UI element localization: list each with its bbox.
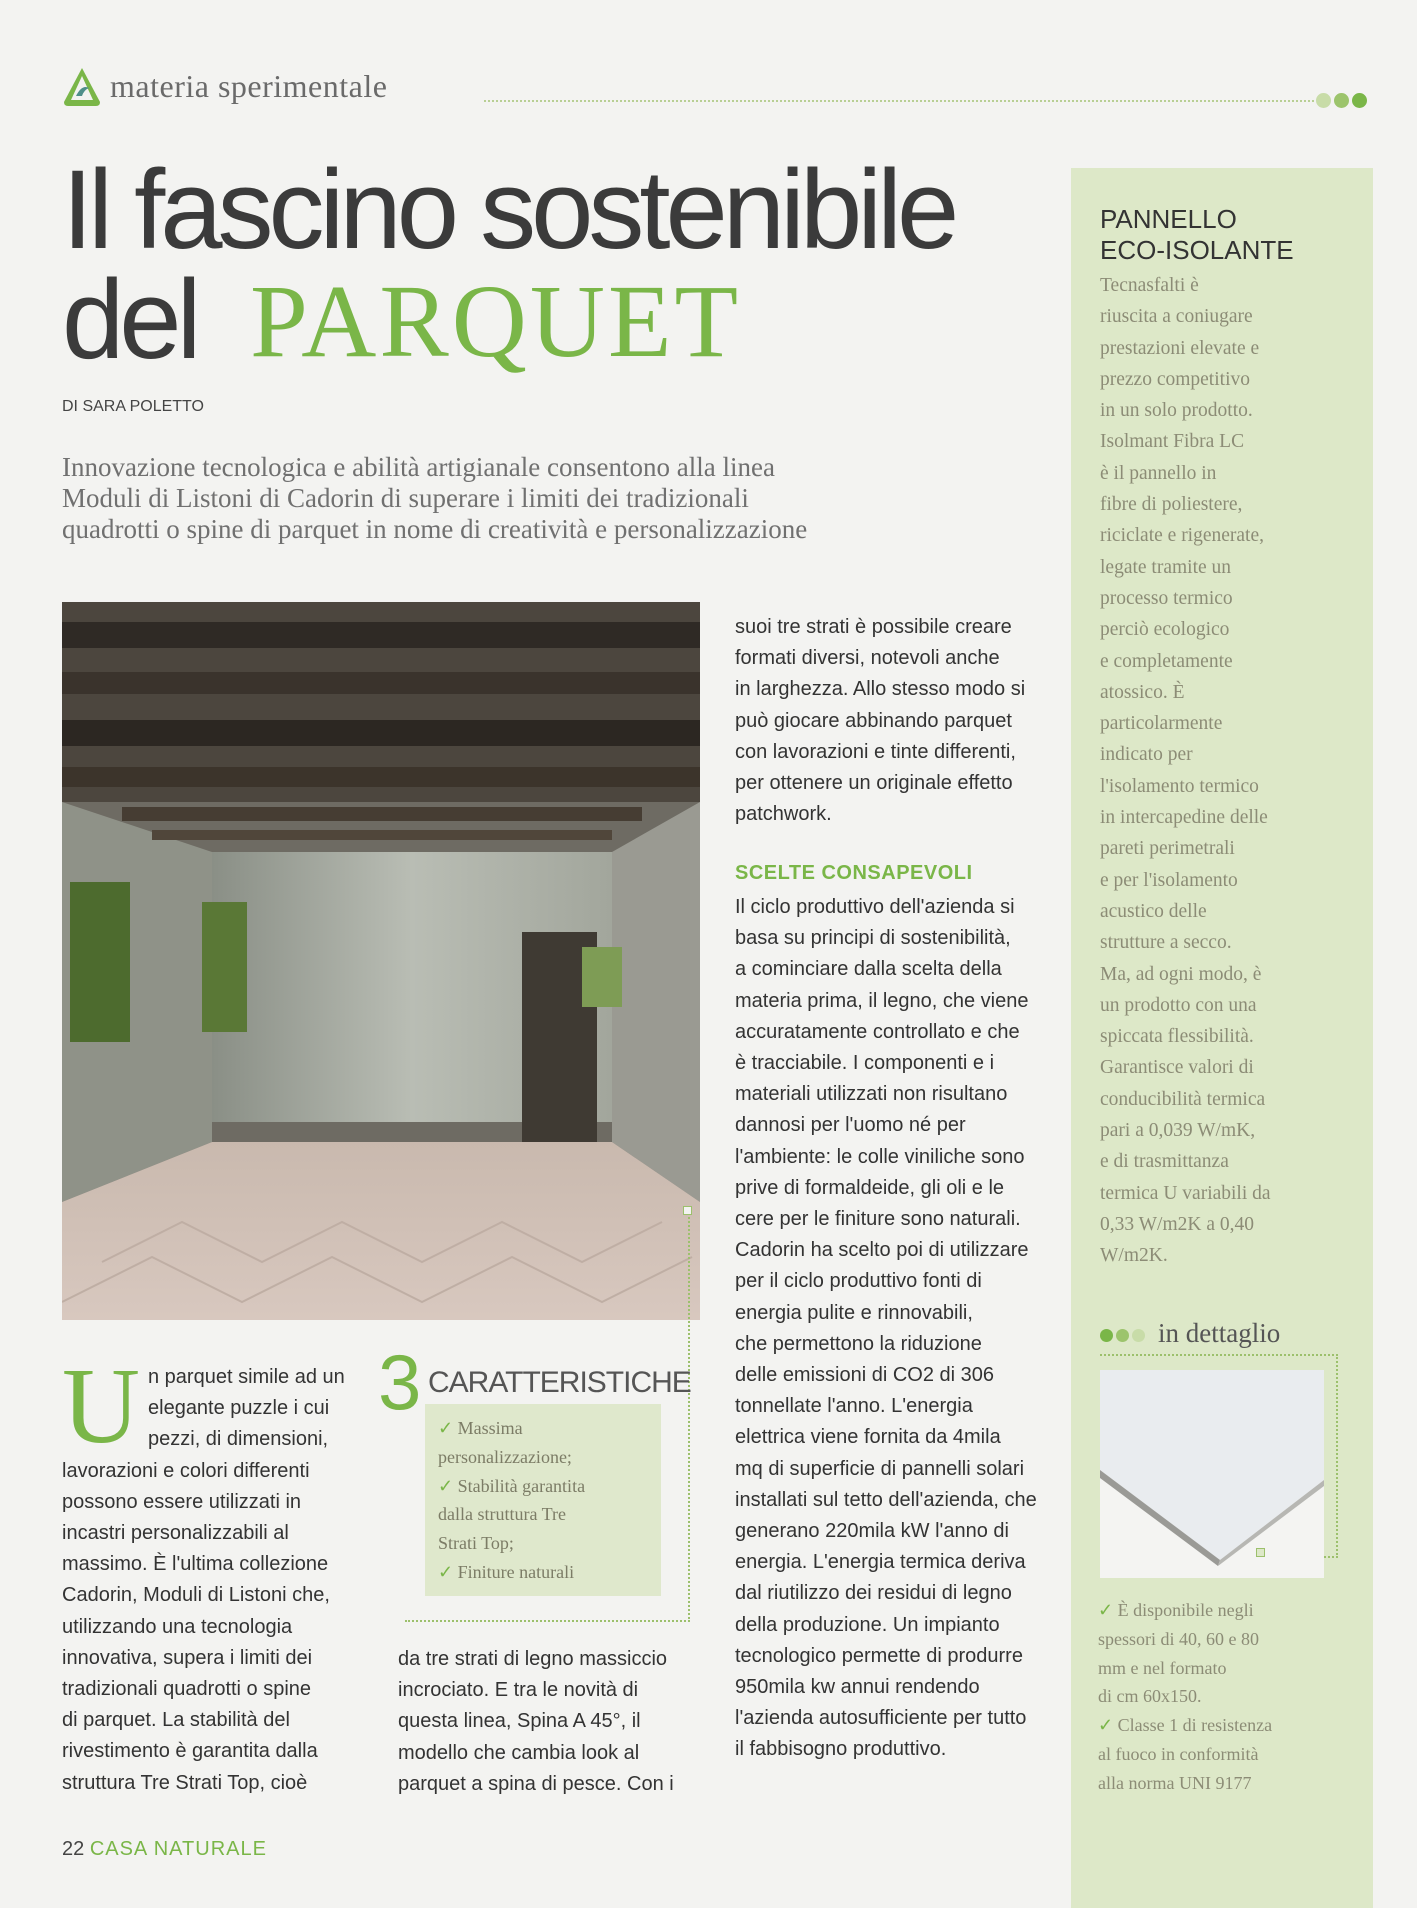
- section-logo-icon: [62, 66, 102, 108]
- article-line: questa linea, Spina A 45°, il: [398, 1710, 641, 1733]
- article-line: l'ambiente: le colle viniliche sono: [735, 1145, 1025, 1168]
- feature-item-line: ✓ Massima: [438, 1418, 523, 1438]
- article-line: energia pulite e rinnovabili,: [735, 1301, 973, 1324]
- article-line: massimo. È l'ultima collezione: [62, 1553, 329, 1576]
- article-line: innovativa, supera i limiti dei: [62, 1646, 313, 1669]
- detail-dots: [1100, 1329, 1148, 1347]
- check-icon: ✓: [438, 1418, 454, 1438]
- sidebar-text: Tecnasfalti è riuscita a coniugare prestazioni elevate e prezzo competitivo in un solo prodotto. Isolmant Fibra LC è il pannello in fibre di poliestere, riciclate e rigenerate, legate tramite un processo termico perciò ecologico e completamente atossico. È particolarmente indicato per l'isolamento termico in intercapedine delle pareti perimetrali e per l'isolamento acustico delle strutture a secco. Ma, ad ogni modo, è un prodotto con una spiccata flessibilità. Garantisce valori di conducibilità termica pari a 0,039 W/mK, e di trasmittanza termica U variabili da 0,33 W/m2K a 0,40 W/m2K.: [1100, 275, 1271, 1267]
- article-line: prive di formaldeide, gli oli e le: [735, 1176, 1005, 1199]
- article-line: n parquet simile ad un: [148, 1366, 345, 1388]
- header-dot: [1334, 93, 1349, 108]
- page-footer: [62, 1838, 267, 1861]
- standfirst: [62, 452, 1052, 545]
- feature-item-line: dalla struttura Tre: [438, 1504, 566, 1525]
- article-line: possono essere utilizzati in: [62, 1490, 302, 1513]
- article-line: patchwork.: [735, 803, 832, 826]
- article-line: in larghezza. Allo stesso modo si: [735, 678, 1026, 701]
- article-column-3: [735, 612, 1045, 830]
- check-icon: ✓: [438, 1561, 454, 1582]
- article-line: energia. L'energia termica deriva: [735, 1551, 1026, 1574]
- article-line: può giocare abbinando parquet: [735, 709, 1012, 732]
- standfirst-line: Moduli di Listoni di Cadorin di superare i limiti dei tradizionali: [62, 483, 749, 513]
- article-line: pezzi, di dimensioni,: [148, 1428, 329, 1451]
- article-line: incrociato. E tra le novità di: [398, 1679, 639, 1702]
- header-dots: [1316, 93, 1370, 113]
- check-icon: ✓: [1098, 1715, 1114, 1736]
- article-line: per ottenere un originale effetto: [735, 772, 1013, 795]
- article-line: tradizionali quadrotti o spine: [62, 1678, 312, 1701]
- article-line: struttura Tre Strati Top, cioè: [62, 1771, 308, 1794]
- byline: DI SARA POLETTO: [62, 398, 204, 415]
- article-line: accuratamente controllato e che: [735, 1020, 1020, 1043]
- article-column-2: [398, 1644, 688, 1800]
- article-line: tecnologico permette di produrre: [735, 1644, 1023, 1667]
- article-line: di parquet. La stabilità del: [62, 1709, 290, 1732]
- article-column-1: [62, 1362, 362, 1799]
- article-line: basa su principi di sostenibilità,: [735, 927, 1011, 950]
- article-line: tonnellate l'anno. L'energia: [735, 1395, 973, 1418]
- article-line: l'azienda autosufficiente per tutto: [735, 1707, 1027, 1730]
- article-line: lavorazioni e colori differenti: [62, 1459, 310, 1482]
- article-line: mq di superficie di pannelli solari: [735, 1457, 1025, 1480]
- article-line: parquet a spina di pesce. Con i: [398, 1772, 674, 1795]
- connector-marker: [1256, 1548, 1265, 1557]
- article-line: suoi tre strati è possibile creare: [735, 616, 1012, 638]
- features-title: CARATTERISTICHE: [428, 1366, 691, 1399]
- article-line: Cadorin ha scelto poi di utilizzare: [735, 1239, 1029, 1262]
- check-icon: ✓: [438, 1475, 454, 1496]
- article-line: delle emissioni di CO2 di 306: [735, 1364, 995, 1387]
- page-title-line2-prefix: del: [62, 257, 197, 382]
- article-line: da tre strati di legno massiccio: [398, 1648, 668, 1670]
- feature-item-line: personalizzazione;: [438, 1446, 572, 1467]
- header-dot: [1316, 93, 1331, 108]
- article-column-3b: [735, 892, 1055, 1766]
- header-dot: [1352, 93, 1367, 108]
- article-line: materiali utilizzati non risultano: [735, 1083, 1008, 1106]
- article-line: dal riutilizzo dei residui di legno: [735, 1582, 1012, 1605]
- article-line: della produzione. Un impianto: [735, 1613, 1000, 1636]
- article-line: elettrica viene fornita da 4mila: [735, 1426, 1001, 1449]
- magazine-name: CASA NATURALE: [89, 1838, 267, 1860]
- standfirst-line: Innovazione tecnologica e abilità artigianale consentono alla linea: [62, 452, 775, 482]
- feature-item-line: ✓ Stabilità garantita: [438, 1475, 586, 1496]
- article-line: 950mila kw annui rendendo: [735, 1676, 980, 1699]
- article-line: cere per le finiture sono naturali.: [735, 1208, 1021, 1231]
- article-line: Cadorin, Moduli di Listoni che,: [62, 1584, 330, 1607]
- article-line: elegante puzzle i cui: [148, 1397, 330, 1420]
- feature-item-line: ✓ Finiture naturali: [438, 1561, 575, 1582]
- page-number: 22: [62, 1838, 85, 1860]
- drop-cap: U: [62, 1347, 140, 1466]
- article-line: incastri personalizzabili al: [62, 1522, 289, 1545]
- feature-item-line: Strati Top;: [438, 1533, 514, 1554]
- article-line: installati sul tetto dell'azienda, che: [735, 1488, 1037, 1511]
- detail-heading: in dettaglio: [1158, 1318, 1281, 1348]
- features-list: [438, 1414, 658, 1587]
- article-line: con lavorazioni e tinte differenti,: [735, 740, 1016, 763]
- article-line: per il ciclo produttivo fonti di: [735, 1270, 982, 1293]
- article-line: è tracciabile. I componenti e i: [735, 1052, 995, 1075]
- check-icon: ✓: [1098, 1600, 1114, 1620]
- article-line: Il ciclo produttivo dell'azienda si: [735, 896, 1015, 918]
- detail-dot: [1116, 1329, 1129, 1342]
- article-line: modello che cambia look al: [398, 1741, 640, 1764]
- article-line: utilizzando una tecnologia: [62, 1615, 293, 1638]
- sidebar-title: PANNELLO ECO-ISOLANTE: [1100, 204, 1294, 265]
- article-line: dannosi per l'uomo né per: [735, 1114, 966, 1137]
- section-label: materia sperimentale: [110, 68, 388, 104]
- connector-marker: [683, 1206, 692, 1215]
- section-subhead: SCELTE CONSAPEVOLI: [735, 862, 973, 884]
- article-line: che permettono la riduzione: [735, 1332, 982, 1355]
- page-title-line1: Il fascino sostenibile: [62, 147, 955, 272]
- article-line: a cominciare dalla scelta della: [735, 958, 1002, 981]
- insulation-panel-photo: [1100, 1370, 1324, 1578]
- article-line: formati diversi, notevoli anche: [735, 647, 1000, 670]
- article-line: materia prima, il legno, che viene: [735, 989, 1029, 1012]
- page-title-accent: PARQUET: [250, 264, 742, 379]
- detail-dot: [1100, 1329, 1113, 1342]
- detail-notes: ✓ È disponibile negli spessori di 40, 60 e 80 mm e nel formato di cm 60x150. ✓ Classe 1 di resistenza al fuoco in conformità alla norma UNI 9177: [1098, 1600, 1273, 1793]
- detail-dot: [1132, 1329, 1145, 1342]
- article-line: rivestimento è garantita dalla: [62, 1740, 318, 1763]
- article-line: generano 220mila kW l'anno di: [735, 1520, 1009, 1543]
- header-divider: [484, 100, 1314, 102]
- features-number: 3: [378, 1338, 422, 1426]
- article-line: il fabbisogno produttivo.: [735, 1738, 947, 1761]
- standfirst-line: quadrotti o spine di parquet in nome di creatività e personalizzazione: [62, 514, 808, 544]
